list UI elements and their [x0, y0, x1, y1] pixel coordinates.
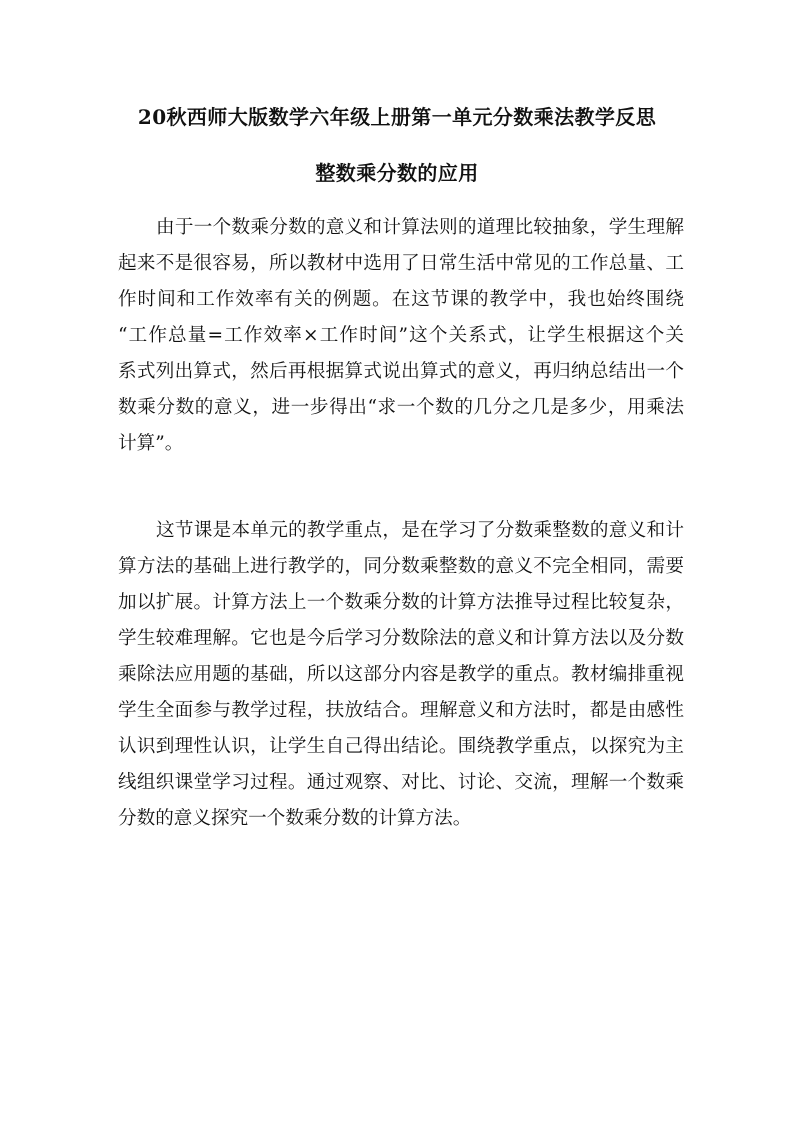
document-subtitle: 整数乘分数的应用	[315, 161, 479, 185]
paragraph-line: 系式列出算式，然后再根据算式说出算式的意义，再归纳总结出一个	[118, 361, 684, 382]
document-title: 20秋西师大版数学六年级上册第一单元分数乘法教学反思	[137, 105, 657, 129]
paragraph-line: 分数的意义探究一个数乘分数的计算方法。	[118, 808, 472, 829]
paragraph-2	[118, 513, 684, 837]
paragraph-1	[118, 210, 684, 462]
paragraph-line: 由于一个数乘分数的意义和计算法则的道理比较抽象，学生理解	[156, 217, 684, 238]
paragraph-line: 线组织课堂学习过程。通过观察、对比、讨论、交流，理解一个数乘	[118, 772, 684, 793]
paragraph-line: 认识到理性认识，让学生自己得出结论。围绕教学重点，以探究为主	[118, 736, 684, 757]
paragraph-line: 计算”。	[118, 433, 184, 454]
paragraph-line: 乘除法应用题的基础，所以这部分内容是教学的重点。教材编排重视	[118, 664, 684, 685]
paragraph-line: 起来不是很容易，所以教材中选用了日常生活中常见的工作总量、工	[118, 253, 684, 274]
paragraph-line: 作时间和工作效率有关的例题。在这节课的教学中，我也始终围绕	[118, 289, 684, 310]
paragraph-line: 算方法的基础上进行教学的，同分数乘整数的意义不完全相同，需要	[118, 556, 684, 577]
paragraph-line: 这节课是本单元的教学重点，是在学习了分数乘整数的意义和计	[156, 520, 684, 541]
paragraph-line: 加以扩展。计算方法上一个数乘分数的计算方法推导过程比较复杂，	[118, 592, 684, 613]
paragraph-line: 数乘分数的意义，进一步得出“求一个数的几分之几是多少，用乘法	[118, 397, 684, 418]
paragraph-line: 学生较难理解。它也是今后学习分数除法的意义和计算方法以及分数	[118, 628, 684, 649]
paragraph-line: 学生全面参与教学过程，扶放结合。理解意义和方法时，都是由感性	[118, 700, 684, 721]
paragraph-line: “工作总量=工作效率×工作时间”这个关系式，让学生根据这个关	[118, 325, 684, 346]
